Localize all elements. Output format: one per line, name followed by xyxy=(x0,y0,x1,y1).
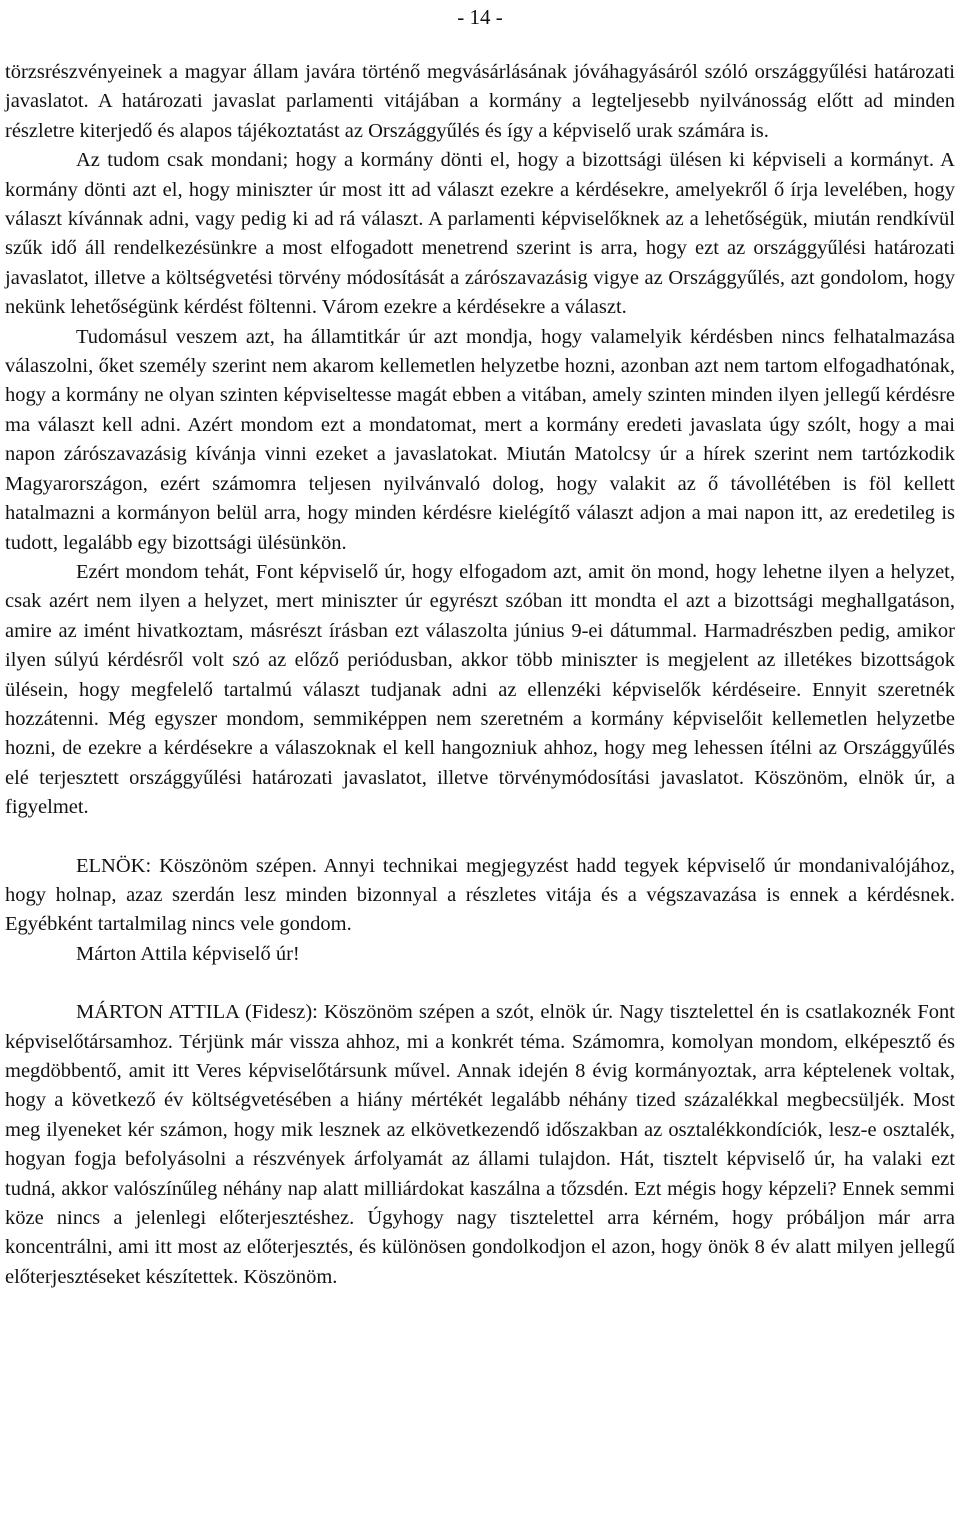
paragraph-p3: Tudomásul veszem azt, ha államtitkár úr azt mondja, hogy valamelyik kérdésben nincs felhatalmazása válaszolni, őket személy szerint nem akarom kellemetlen helyzetbe hozni, azonban azt nem tartom elfogadhatónak, hogy a kormány ne olyan szinten képviseltesse magát ebben a vitában, amely szinten minden ilyen jellegű kérdésre ma választ kell adni. Azért mondom ezt a mondatomat, mert a kormány eredeti javaslata úgy szólt, hogy a mai napon zárószavazásig kívánja vinni ezeket a javaslatokat. Miután Matolcsy úr a hírek szerint nem tartózkodik Magyarországon, ezért számomra teljesen nyilvánvaló dolog, hogy valakit az ő távollétében is föl kellett hatalmazni a kormányon belül arra, hogy minden kérdésre kielégítő választ adjon a mai napon itt, az eredetileg is tudott, legalább egy bizottsági ülésünkön. xyxy=(5,325,955,554)
paragraph-p4: Ezért mondom tehát, Font képviselő úr, hogy elfogadom azt, amit ön mond, hogy lehetne ilyen a helyzet, csak azért nem ilyen a helyzet, mert miniszter úr egyrészt szóban itt mondta el azt a bizottsági meghallgatáson, amire az imént hivatkoztam, másrészt írásban ezt válaszolta június 9-ei dátummal. Harmadrészben pedig, amikor ilyen súlyú kérdésről volt szó az előző periódusban, akkor több miniszter is megjelent az illetékes bizottságok ülésein, hogy megfelelő tartalmú választ tudjanak adni az ellenzéki képviselők kérdéseire. Ennyit szeretnék hozzátenni. Még egyszer mondom, semmiképpen nem szeretném a kormány képviselőit kellemetlen helyzetbe hozni, de ezekre a kérdésekre a válaszoknak el kell hangozniuk ahhoz, hogy meg lehessen ítélni az Országgyűlés elé terjesztett országgyűlési határozati javaslatot, illetve törvénymódosítási javaslatot. Köszönöm, elnök úr, a figyelmet. xyxy=(5,560,955,819)
paragraph-p1: törzsrészvényeinek a magyar állam javára történő megvásárlásának jóváhagyásáról szóló országgyűlési határozati javaslatot. A határozati javaslat parlamenti vitájában a kormány a legteljesebb nyilvánosság előtt ad minden részletre kiterjedő és alapos tájékoztatást az Országgyűlés és így a képviselő urak számára is. xyxy=(5,61,955,142)
paragraph-p2: Az tudom csak mondani; hogy a kormány dönti el, hogy a bizottsági ülésen ki képviseli a kormányt. A kormány dönti azt el, hogy miniszter úr most itt ad választ ezekre a kérdésekre, amelyekről ő írja levelében, hogy választ kívánnak adni, vagy pedig ki ad rá választ. A parlamenti képviselőknek az a lehetőségük, miután rendkívül szűk idő áll rendelkezésünkre a most elfogadott menetrend szerint is arra, hogy ezt az országgyűlési határozati javaslatot, illetve a költségvetési törvény módosítását a zárószavazásig vigye az Országgyűlés, azt gondolom, hogy nekünk lehetőségünk kérdést föltenni. Várom ezekre a kérdésekre a választ. xyxy=(5,149,955,319)
page-number: - 14 - xyxy=(457,5,503,29)
paragraph-p6: Márton Attila képviselő úr! xyxy=(76,942,300,965)
document-page xyxy=(5,0,955,1292)
document-body xyxy=(5,58,955,1292)
paragraph-p7: MÁRTON ATTILA (Fidesz): Köszönöm szépen a szót, elnök úr. Nagy tisztelettel én is csatlakoznék Font képviselőtársamhoz. Térjünk már vissza ahhoz, mi a konkrét téma. Számomra, komolyan mondom, elképesztő és megdöbbentő, amit itt Veres képviselőtársunk művel. Annak idején 8 évig kormányoztak, arra képtelenek voltak, hogy a következő év költségvetésében a hiány mértékét legalább néhány tized százalékkal megbecsüljék. Most meg ilyeneket kér számon, hogy mik lesznek az elkövetkezendő időszakban az osztalékkondíciók, lesz-e osztalék, hogyan fogja befolyásolni a részvények árfolyamát az állami tulajdon. Hát, tisztelt képviselő úr, ha valaki ezt tudná, akkor valószínűleg néhány nap alatt milliárdokat kaszálna a tőzsdén. Ezt mégis hogy képzeli? Ennek semmi köze nincs a jelenlegi előterjesztéshez. Úgyhogy nagy tisztelettel arra kérném, hogy próbáljon már arra koncentrálni, ami itt most az előterjesztés, és különösen gondolkodjon el azon, hogy önök 8 év alatt milyen jellegű előterjesztéseket készítettek. Köszönöm. xyxy=(5,1001,955,1288)
paragraph-p5: ELNÖK: Köszönöm szépen. Annyi technikai megjegyzést hadd tegyek képviselő úr mondanivalójához, hogy holnap, azaz szerdán lesz minden bizonnyal a részletes vitája és a végszavazása is ennek a kérdésnek. Egyébként tartalmilag nincs vele gondom. xyxy=(5,854,955,936)
